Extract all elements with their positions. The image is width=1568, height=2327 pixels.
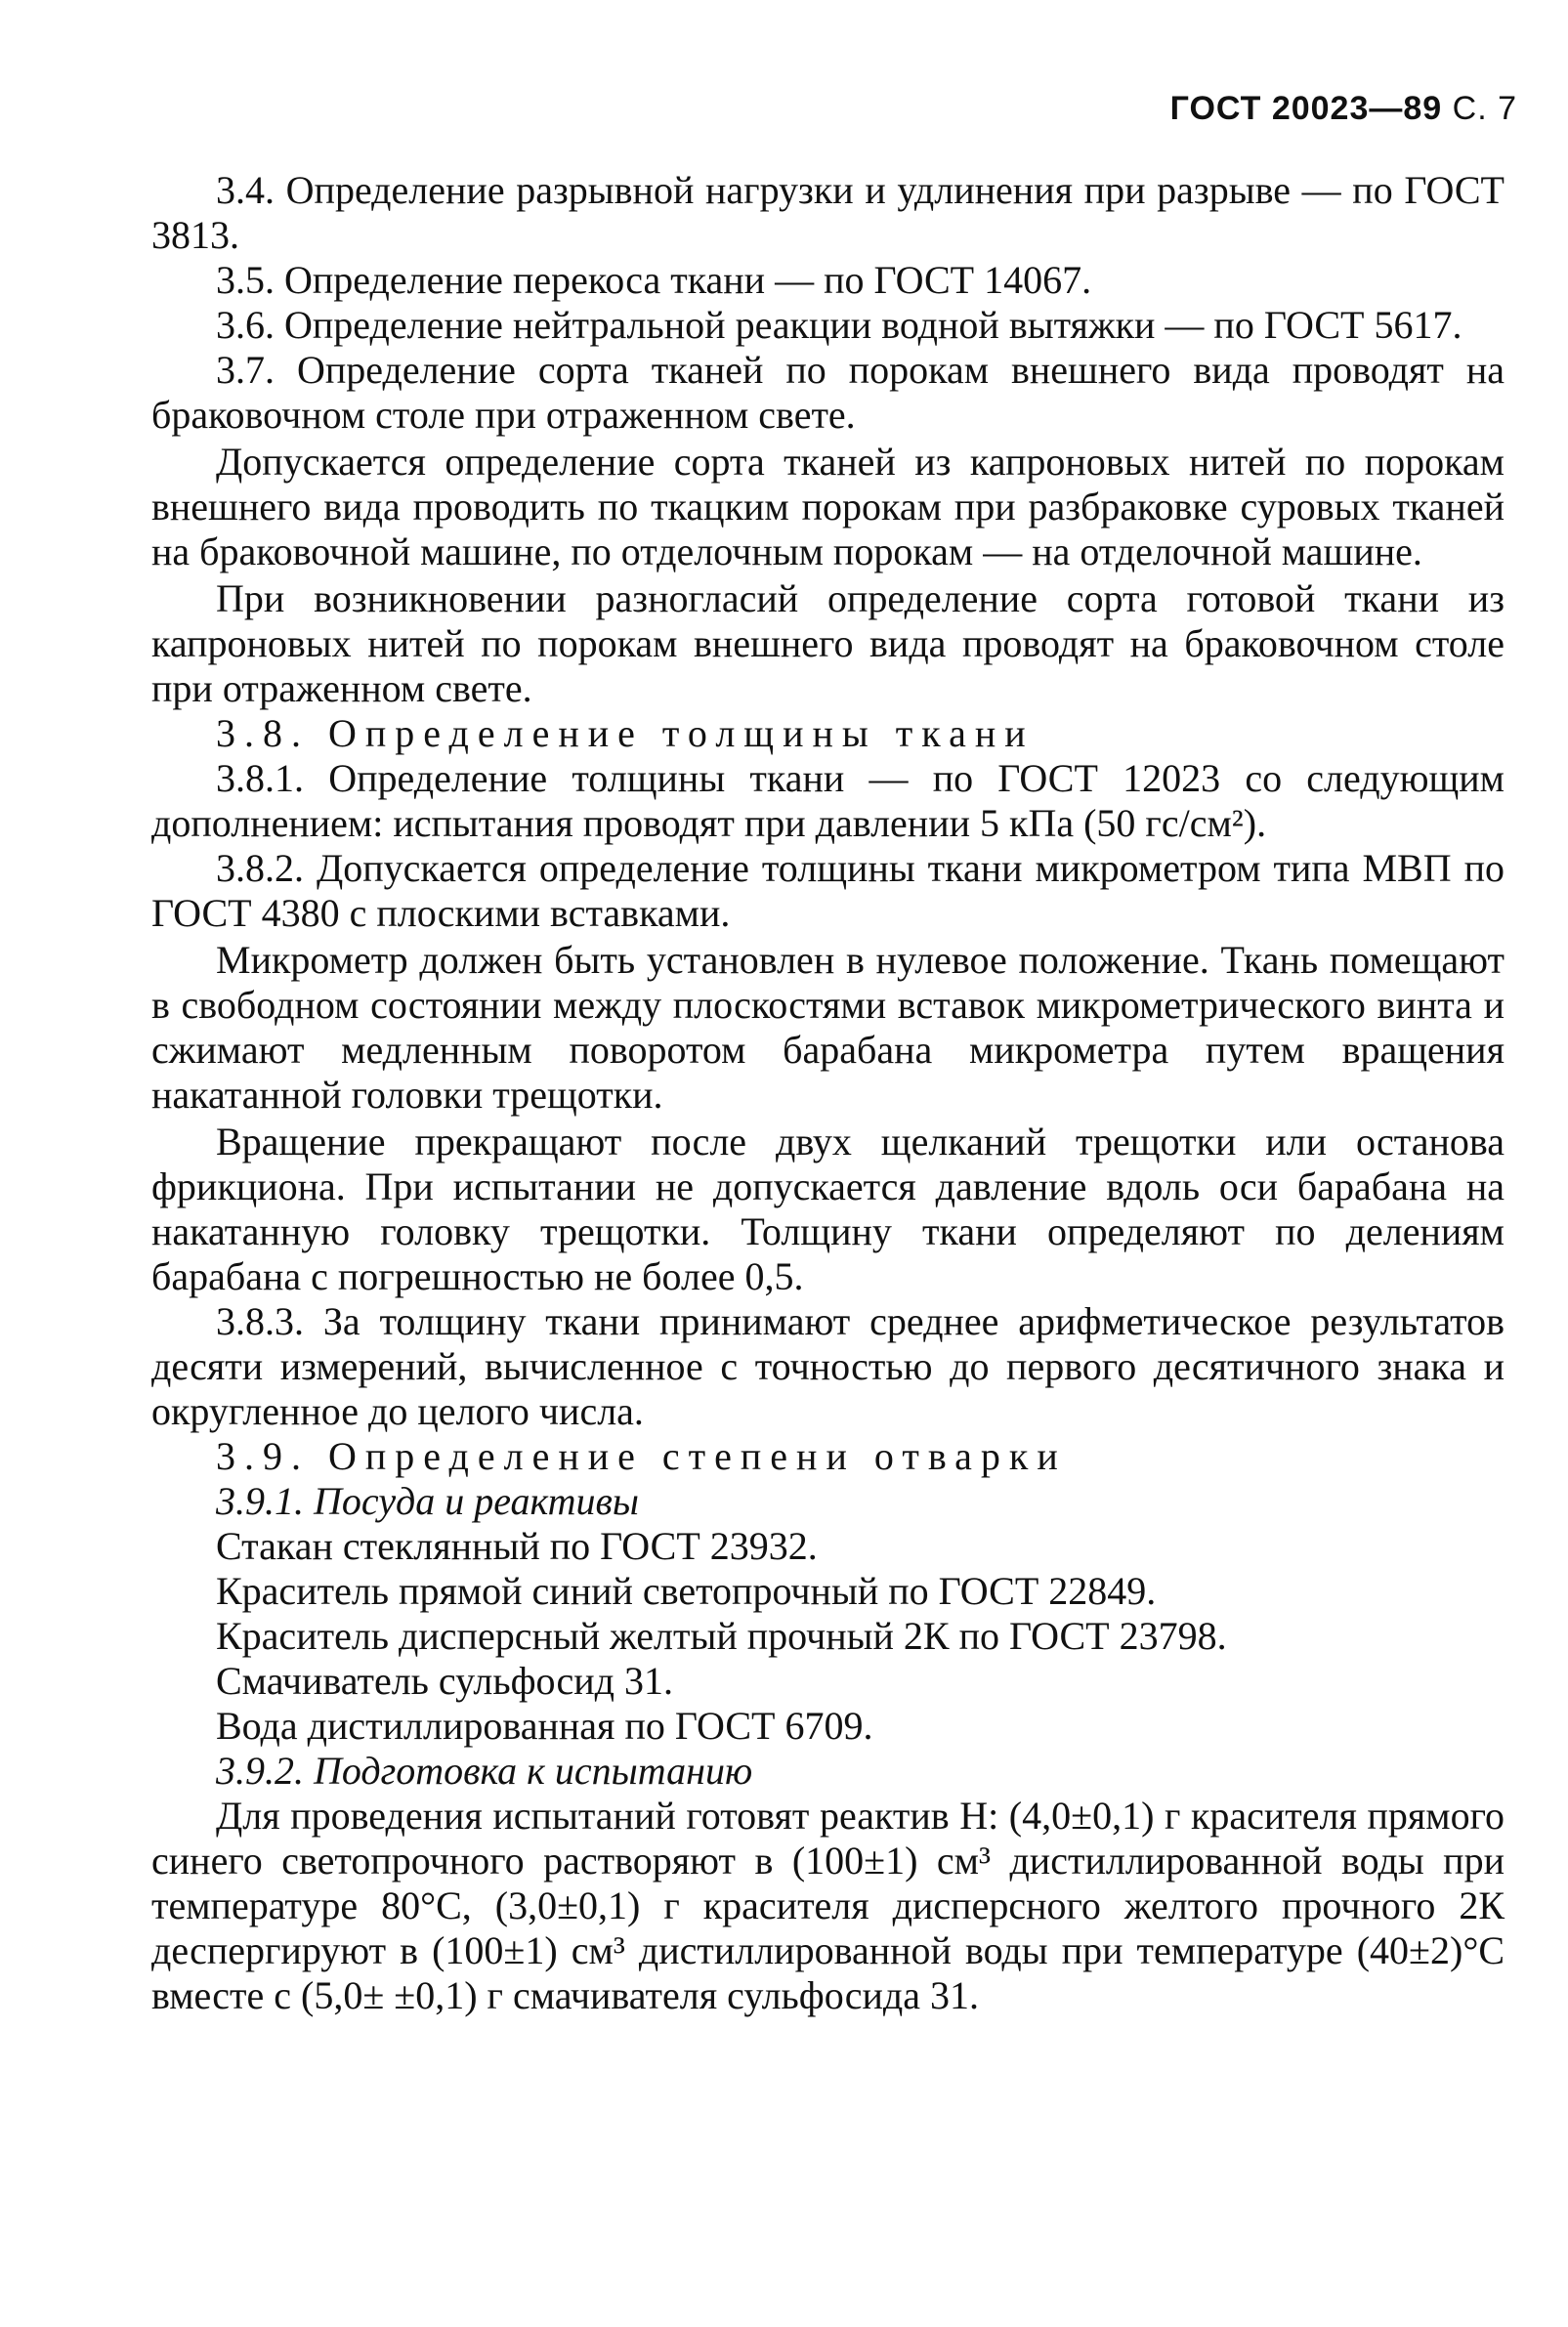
standard-number: ГОСТ 20023—89 bbox=[1169, 90, 1443, 127]
paragraph-3-8-1: 3.8.1. Определение толщины ткани — по ГОСТ 12023 со следующим дополнением: испытания проводят при давлении 5 кПа (50 гс/см²). bbox=[151, 756, 1504, 845]
reagent-item-water: Вода дистиллированная по ГОСТ 6709. bbox=[216, 1704, 873, 1748]
subsection-heading-3-9-2: 3.9.2. Подготовка к испытанию bbox=[216, 1749, 753, 1793]
reagent-item-blue-dye: Краситель прямой синий светопрочный по ГОСТ 22849. bbox=[216, 1569, 1157, 1613]
paragraph-3-7-allowance: Допускается определение сорта тканей из капроновых нитей по порокам внешнего вида проводить по ткацким порокам при разбраковке суровых тканей на браковочной машине, по отделочным порокам — на отделочной машине. bbox=[151, 440, 1504, 573]
paragraph-rotation-stop: Вращение прекращают после двух щелканий трещотки или останова фрикциона. При испытании не допускается давление вдоль оси барабана на накатанную головку трещотки. Толщину ткани определяют по делениям барабана с погрешностью не более 0,5. bbox=[151, 1120, 1504, 1298]
section-heading-3-8: 3.8. Определение толщины ткани bbox=[216, 711, 1035, 755]
paragraph-3-8-3: 3.8.3. За толщину ткани принимают среднее арифметическое результатов десяти измерений, вычисленное с точностью до первого десятичного знака и округленное до целого числа. bbox=[151, 1299, 1504, 1433]
paragraph-3-6: 3.6. Определение нейтральной реакции водной вытяжки — по ГОСТ 5617. bbox=[216, 303, 1462, 347]
reagent-item-yellow-dye: Краситель дисперсный желтый прочный 2К по ГОСТ 23798. bbox=[216, 1614, 1227, 1658]
reagent-item-glass: Стакан стеклянный по ГОСТ 23932. bbox=[216, 1524, 818, 1568]
paragraph-reagent-preparation: Для проведения испытаний готовят реактив Н: (4,0±0,1) г красителя прямого синего светопрочного растворяют в (100±1) см³ дистиллированной воды при температуре 80°С, (3,0±0,1) г красителя дисперсного желтого прочного 2К деспергируют в (100±1) см³ дистиллированной воды при температуре (40±2)°С вместе с (5,0± ±0,1) г смачивателя сульфосида 31. bbox=[151, 1794, 1504, 2017]
paragraph-3-5: 3.5. Определение перекоса ткани — по ГОСТ 14067. bbox=[216, 258, 1092, 302]
subsection-heading-3-9-1: 3.9.1. Посуда и реактивы bbox=[216, 1479, 639, 1523]
paragraph-micrometer-setup: Микрометр должен быть установлен в нулевое положение. Ткань помещают в свободном состоянии между плоскостями вставок микрометрического винта и сжимают медленным поворотом барабана микрометра путем вращения накатанной головки трещотки. bbox=[151, 938, 1504, 1117]
paragraph-3-4: 3.4. Определение разрывной нагрузки и удлинения при разрыве — по ГОСТ 3813. bbox=[151, 168, 1504, 257]
page-number: С. 7 bbox=[1452, 90, 1517, 127]
paragraph-3-8-2: 3.8.2. Допускается определение толщины ткани микрометром типа МВП по ГОСТ 4380 с плоскими вставками. bbox=[151, 846, 1504, 935]
reagent-item-wetting-agent: Смачиватель сульфосид 31. bbox=[216, 1659, 674, 1703]
paragraph-3-7: 3.7. Определение сорта тканей по порокам внешнего вида проводят на браковочном столе при отраженном свете. bbox=[151, 348, 1504, 437]
paragraph-3-7-disagreement: При возникновении разногласий определение сорта готовой ткани из капроновых нитей по порокам внешнего вида проводят на браковочном столе при отраженном свете. bbox=[151, 576, 1504, 710]
page-header bbox=[1170, 90, 1517, 128]
section-heading-3-9: 3.9. Определение степени отварки bbox=[216, 1434, 1067, 1478]
document-body bbox=[151, 168, 1504, 2018]
